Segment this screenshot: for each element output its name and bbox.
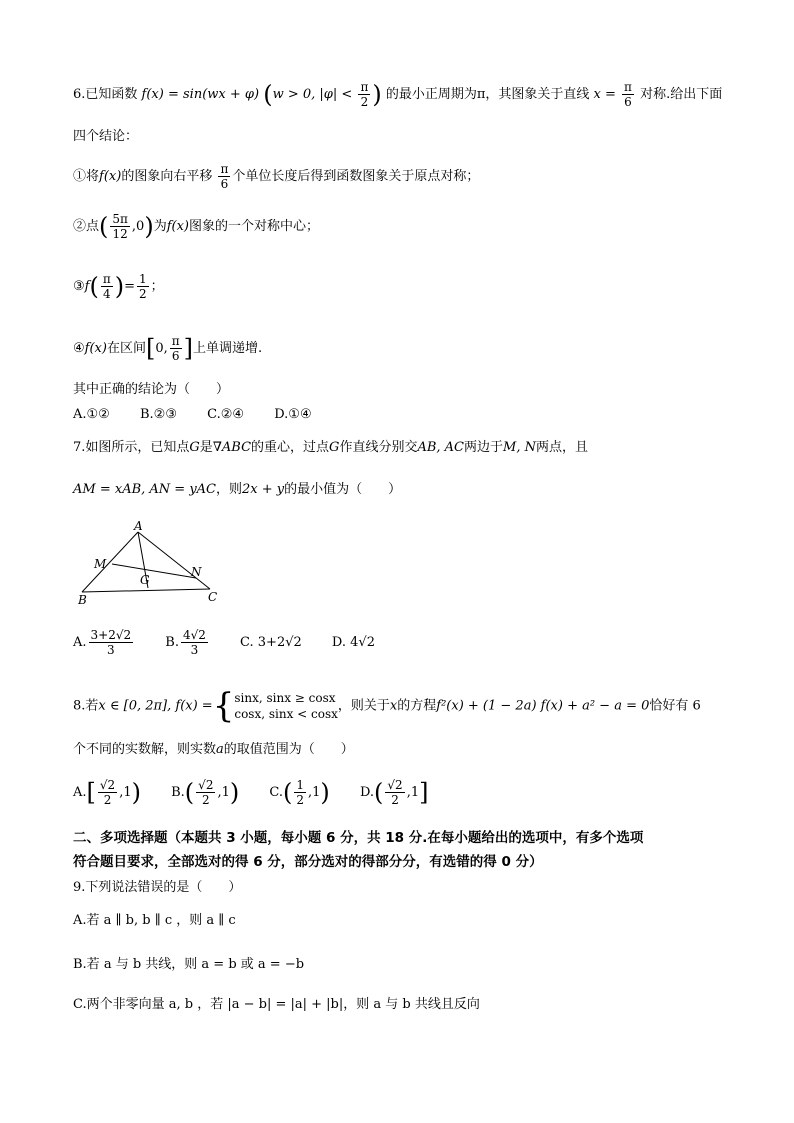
- q7-line2: [73, 480, 401, 500]
- q7-line1: [73, 438, 588, 458]
- q9-option-c[interactable]: C.两个非零向量 a, b ，若 |a − b| = |a| + |b|，则 a 与 b 共线且反向: [73, 997, 480, 1012]
- q6-conclusion-1: [73, 162, 479, 191]
- line-MN: [112, 564, 196, 578]
- c4-frac: [170, 334, 182, 363]
- bracket-close: ]: [183, 334, 194, 363]
- opt-label: B.: [165, 635, 179, 650]
- frac-num: 1: [296, 778, 305, 792]
- side-BC: [82, 589, 210, 592]
- c4-fx: f(x): [84, 341, 107, 356]
- q8-x: x: [389, 698, 398, 714]
- frac-num: π: [220, 162, 229, 176]
- c4-prefix: ④: [73, 341, 85, 356]
- frac-den: 12: [112, 227, 128, 241]
- q6-prefix: 6.已知函数: [73, 87, 138, 102]
- frac-num: π: [360, 80, 369, 94]
- frac-num: 3+2√2: [90, 628, 132, 642]
- q7-triangle: ∇ABC: [212, 440, 252, 455]
- c2-fx: f(x): [166, 219, 190, 234]
- interval-rest: ,1: [119, 785, 132, 800]
- paren-open: (: [99, 212, 109, 241]
- q6-cond-frac: [358, 80, 370, 109]
- frac-num: π: [624, 80, 632, 94]
- q7-vector-expr: AM = xAB, AN = yAC: [73, 482, 216, 497]
- paren-close: ): [144, 212, 154, 241]
- frac-den: 6: [220, 177, 229, 191]
- c3-frac: [101, 272, 113, 301]
- q8-options: [73, 778, 454, 807]
- q8-line2: [73, 740, 354, 760]
- q6-option-a[interactable]: A.①②: [73, 407, 110, 422]
- q6-option-d[interactable]: D.①④: [274, 407, 312, 422]
- q6-conclusion-3: [73, 272, 164, 301]
- q8-mid2: 的方程: [397, 698, 437, 714]
- q8-line1: [73, 686, 701, 726]
- c1-frac: [218, 162, 230, 191]
- c4-zero: 0,: [155, 341, 168, 356]
- paren-open: (: [89, 272, 99, 301]
- label-A: A: [134, 519, 143, 533]
- c3-val: [137, 272, 149, 301]
- q6-option-c[interactable]: C.②④: [207, 407, 245, 422]
- q8-equation: f²(x) + (1 − 2a) f(x) + a² − a = 0: [436, 698, 650, 714]
- c2-zero: ,0: [131, 219, 145, 234]
- q7-line2-mid: ，则: [216, 482, 243, 497]
- q6-suffix: 对称.给出下面: [640, 87, 723, 102]
- bracket-open: [: [145, 334, 156, 363]
- c1-suffix: 个单位长度后得到函数图象关于原点对称；: [232, 169, 480, 184]
- q6-conclusion-4: [73, 334, 262, 363]
- section2-heading-line1: 二、多项选择题（本题共 3 小题，每小题 6 分，共 18 分.在每小题给出的选项中，有多个选项: [73, 830, 644, 846]
- q7-suffix: 两点，且: [535, 440, 588, 455]
- q8-domain: x ∈ [0, 2π], f(x) =: [98, 698, 213, 714]
- frac-num: √2: [387, 778, 403, 792]
- q7-G2: G: [329, 440, 340, 455]
- q8-option-c[interactable]: [269, 778, 329, 807]
- q7-option-d[interactable]: D. 4√2: [331, 635, 375, 650]
- label-B: B: [78, 593, 87, 606]
- q7-mid: 的重心，过点: [251, 440, 330, 455]
- frac-num: π: [102, 272, 111, 286]
- opt-label: D.: [359, 785, 375, 800]
- q7-G: G: [189, 440, 200, 455]
- q7-options: [73, 628, 401, 657]
- c1-fx: f(x): [99, 169, 122, 184]
- q6-line-frac: [622, 80, 634, 109]
- q8-option-d[interactable]: [360, 778, 429, 807]
- interval-rest: ,1: [308, 785, 321, 800]
- label-C: C: [208, 590, 218, 604]
- q6-line2: 四个结论：: [73, 129, 139, 144]
- frac-den: 2: [391, 793, 399, 807]
- frac-num: √2: [198, 778, 214, 792]
- frac-den: 2: [139, 287, 147, 301]
- q7-mid2: 作直线分别交: [339, 440, 418, 455]
- c1-prefix: ①将: [73, 169, 100, 184]
- frac-den: 2: [360, 95, 369, 109]
- q6-option-b[interactable]: B.②③: [139, 407, 177, 422]
- q8-option-a[interactable]: [73, 778, 141, 807]
- q8-line2-suffix: 的取值范围为（ ）: [223, 742, 354, 757]
- interval-right: ): [320, 778, 330, 807]
- q7-triangle-figure: [70, 518, 230, 606]
- frac-num: 4√2: [182, 628, 206, 642]
- interval-right: ]: [419, 778, 429, 807]
- c2-prefix: ②点: [73, 219, 100, 234]
- paren-close: ): [372, 80, 382, 109]
- q8-line2-text: 个不同的实数解，则实数: [73, 742, 217, 757]
- opt-frac: [98, 778, 117, 807]
- interval-rest: ,1: [217, 785, 230, 800]
- q8-a: a: [216, 742, 224, 757]
- section2-heading-line2: 符合题目要求，全部选对的得 6 分，部分选对的得部分分，有选错的得 0 分）: [73, 854, 543, 870]
- paren-close: ): [114, 272, 125, 301]
- q7-option-a[interactable]: [73, 628, 135, 657]
- c3-prefix: ③: [73, 279, 85, 294]
- frac-den: 4: [102, 287, 111, 301]
- frac-den: 6: [171, 349, 180, 363]
- q8-case-2: cosx, sinx < cosx: [234, 707, 338, 721]
- opt-label: C.: [269, 785, 283, 800]
- frac-num: π: [171, 334, 180, 348]
- q7-is: 是: [199, 440, 213, 455]
- c4-suffix: 上单调递增.: [193, 341, 263, 356]
- frac-den: 2: [201, 793, 210, 807]
- q7-option-b[interactable]: [165, 628, 210, 657]
- frac-den: 3: [190, 643, 199, 657]
- frac-den: 2: [103, 793, 112, 807]
- opt-label: A.: [73, 785, 87, 800]
- interval-left: (: [374, 778, 384, 807]
- q9-option-b[interactable]: B.若 a 与 b 共线，则 a = b 或 a = −b: [73, 957, 305, 972]
- q6-function-def: f(x) = sin(wx + φ): [141, 87, 260, 102]
- opt-frac: [385, 778, 404, 807]
- frac-den: 2: [296, 793, 305, 807]
- q6-options: [73, 405, 338, 425]
- c4-mid: 在区间: [106, 341, 146, 356]
- opt-frac: [294, 778, 306, 807]
- c3-suffix: ；: [150, 279, 164, 294]
- interval-rest: ,1: [406, 785, 420, 800]
- q7-opt-a-frac: [89, 628, 134, 657]
- interval-left: [: [86, 778, 96, 807]
- q6-ask: 其中正确的结论为（ ）: [73, 382, 230, 397]
- c3-eq: =: [124, 279, 136, 294]
- label-G: G: [140, 573, 150, 587]
- q8-mid: ，则关于: [337, 698, 390, 714]
- paren-open: (: [263, 80, 273, 109]
- c2-frac: [110, 212, 130, 241]
- q6-middle: 的最小正周期为π，其图象关于直线: [385, 87, 590, 102]
- q8-option-b[interactable]: [171, 778, 239, 807]
- q8-piecewise: [234, 690, 338, 722]
- opt-label: A.: [73, 635, 87, 650]
- label-M: M: [94, 557, 107, 571]
- opt-label: B.: [171, 785, 185, 800]
- q7-target: 2x + y: [242, 482, 285, 497]
- brace-open: {: [212, 686, 235, 726]
- side-AB: [82, 532, 138, 592]
- frac-den: 3: [107, 643, 115, 657]
- q7-mid3: 两边于: [464, 440, 504, 455]
- c1-mid: 的图象向右平移: [121, 169, 213, 184]
- frac-num: √2: [99, 778, 116, 792]
- interval-left: (: [184, 778, 195, 807]
- frac-den: 6: [624, 95, 632, 109]
- interval-right: ): [131, 778, 141, 807]
- c2-suffix: 图象的一个对称中心；: [189, 219, 320, 234]
- c3-f: f: [84, 279, 90, 294]
- q6-conclusion-2: [73, 212, 319, 241]
- frac-num: 5π: [112, 212, 128, 226]
- c2-mid: 为: [153, 219, 167, 234]
- q8-prefix: 8.若: [73, 698, 99, 714]
- label-N: N: [191, 565, 202, 579]
- q7-prefix: 7.如图所示，已知点: [73, 440, 190, 455]
- opt-frac: [196, 778, 215, 807]
- q9-option-a[interactable]: A.若 a ∥ b, b ∥ c ，则 a ∥ c: [73, 913, 236, 928]
- interval-left: (: [283, 778, 293, 807]
- q7-opt-b-frac: [181, 628, 208, 657]
- q8-suffix: 恰好有 6: [649, 698, 701, 714]
- q7-option-c[interactable]: C. 3+2√2: [240, 635, 302, 650]
- q9-stem: 9.下列说法错误的是（ ）: [73, 880, 242, 895]
- q6-condition: w > 0, |φ| <: [272, 87, 353, 102]
- frac-num: 1: [139, 272, 147, 286]
- q6-line1: [73, 80, 722, 109]
- q7-sides: AB, AC: [417, 440, 464, 455]
- q7-line2-suffix: 的最小值为（ ）: [284, 482, 402, 497]
- q8-case-1: sinx, sinx ≥ cosx: [234, 691, 336, 705]
- q6-line-eq: x =: [593, 87, 616, 102]
- interval-right: ): [229, 778, 240, 807]
- q7-MN: M, N: [503, 440, 536, 455]
